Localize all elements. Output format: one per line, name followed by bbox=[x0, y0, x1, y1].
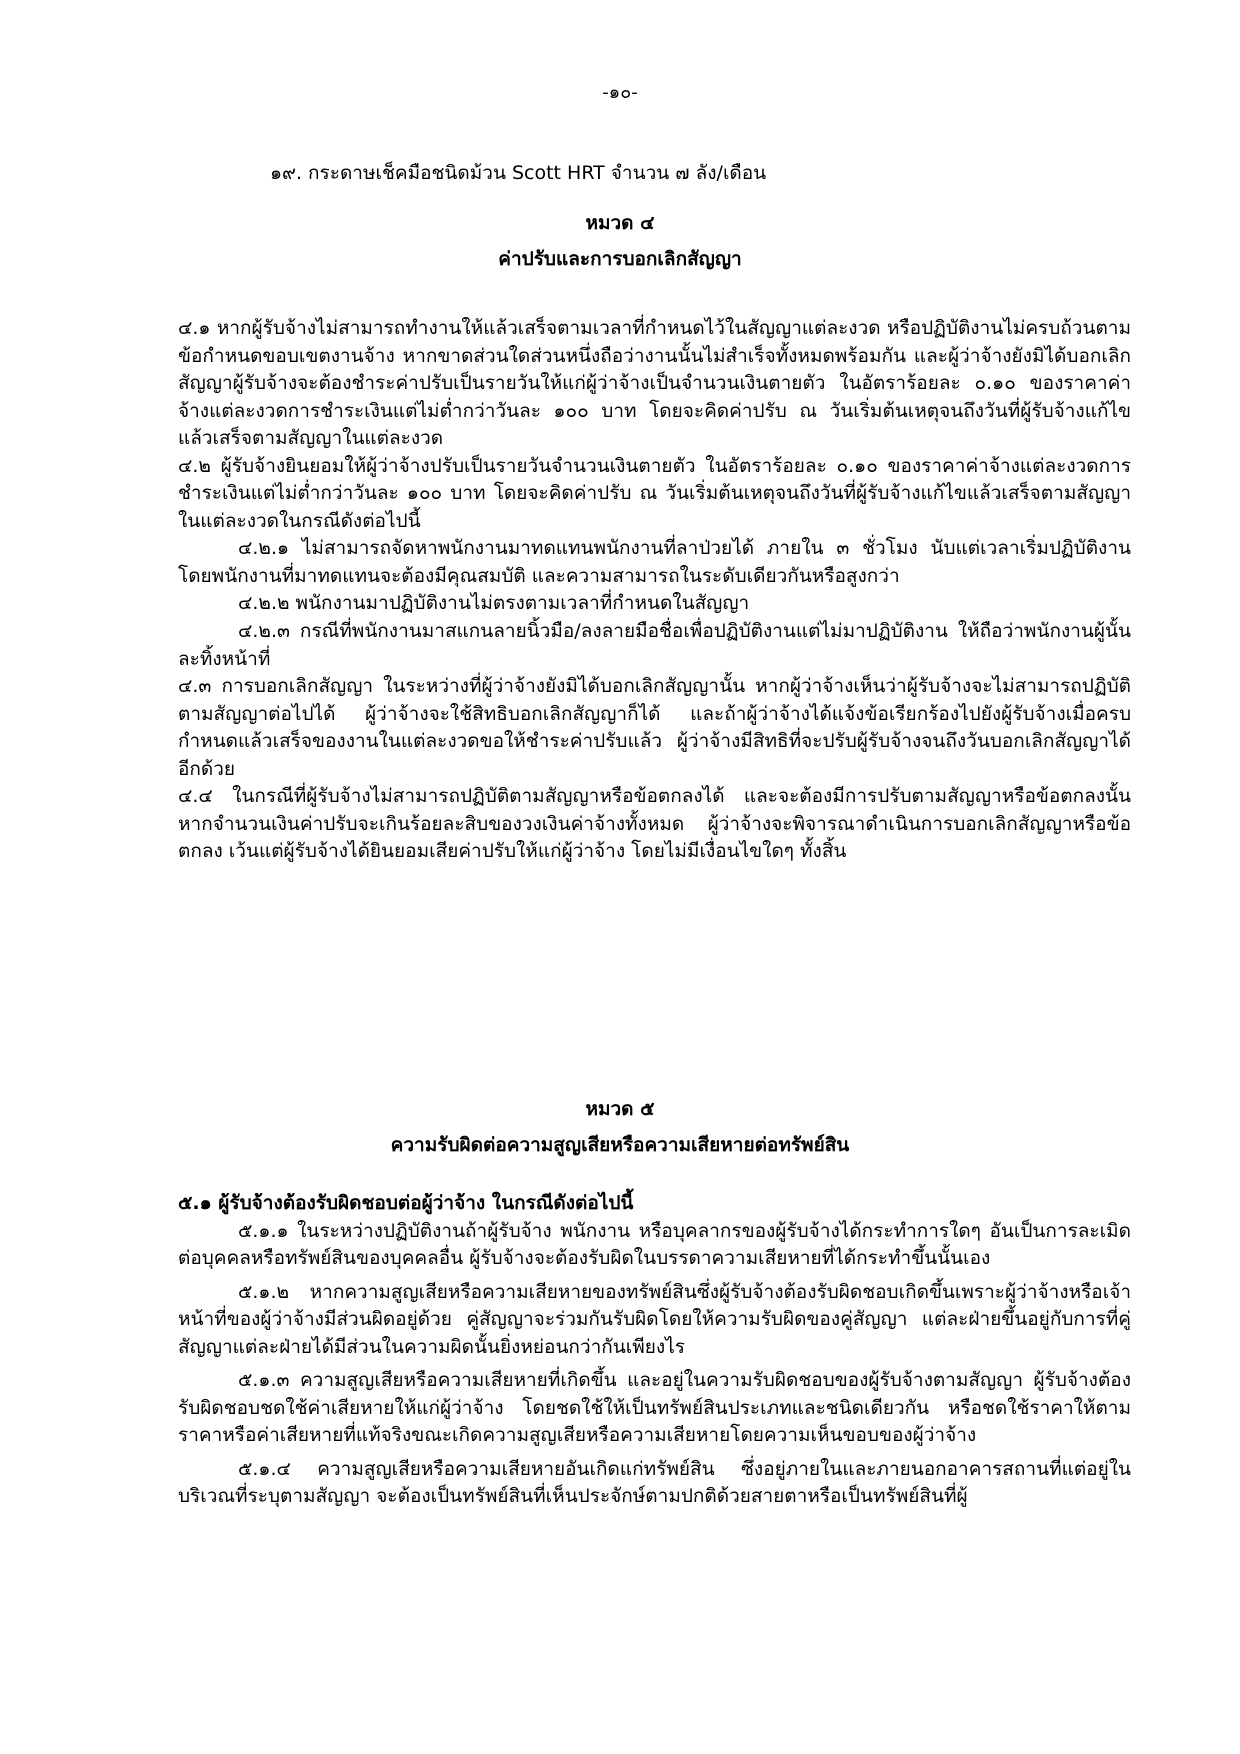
section4-title: หมวด ๔ bbox=[585, 212, 655, 234]
clause-4-3: ๔.๓ การบอกเลิกสัญญา ในระหว่างที่ผู้ว่าจ้างยังมิได้บอกเลิกสัญญานั้น หากผู้ว่าจ้างเห็นว่าผู้รับจ้างจะไม่สามารถปฏิบัติตามสัญญาต่อไปได้ ผู้ว่าจ้างจะใช้สิทธิบอกเลิกสัญญาก็ได้ และถ้าผู้ว่าจ้างได้แจ้งข้อเรียกร้องไปยังผู้รับจ้างเมื่อครบกำหนดแล้วเสร็จของงานในแต่ละงวดขอให้ชำระค่าปรับแล้ว ผู้ว่าจ้างมีสิทธิที่จะปรับผู้รับจ้างจนถึงวันบอกเลิกสัญญาได้อีกด้วย bbox=[178, 675, 1131, 780]
clause-5-1-1: ๕.๑.๑ ในระหว่างปฏิบัติงานถ้าผู้รับจ้าง พนักงาน หรือบุคลากรของผู้รับจ้างได้กระทำการใดๆ อันเป็นการละเมิดต่อบุคคลหรือทรัพย์สินของบุคคลอื่น ผู้รับจ้างจะต้องรับผิดในบรรดาความเสียหายที่ได้กระทำขึ้นนั้นเอง bbox=[178, 1219, 1131, 1270]
clause-5-1-4: ๕.๑.๔ ความสูญเสียหรือความเสียหายอันเกิดแก่ทรัพย์สิน ซึ่งอยู่ภายในและภายนอกอาคารสถานที่แต่อยู่ในบริเวณที่ระบุตามสัญญา จะต้องเป็นทรัพย์สินที่เห็นประจักษ์ตามปกติด้วยสายตาหรือเป็นทรัพย์สินที่ผู้ bbox=[178, 1457, 1131, 1508]
clause-5-1-3: ๕.๑.๓ ความสูญเสียหรือความเสียหายที่เกิดขึ้น และอยู่ในความรับผิดชอบของผู้รับจ้างตามสัญญา ผู้รับจ้างต้องรับผิดชอบชดใช้ค่าเสียหายให้แก่ผู้ว่าจ้าง โดยชดใช้ให้เป็นทรัพย์สินประเภทและชนิดเดียวกัน หรือชดใช้ราคาให้ตามราคาหรือค่าเสียหายที่แท้จริงขณะเกิดความสูญเสียหรือความเสียหายโดยความเห็นขอบของผู้ว่าจ้าง bbox=[178, 1369, 1131, 1447]
clause-4-2: ๔.๒ ผู้รับจ้างยินยอมให้ผู้ว่าจ้างปรับเป็นรายวันจำนวนเงินตายตัว ในอัตราร้อยละ ๐.๑๐ ของราคาค่าจ้างแต่ละงวดการชำระเงินแต่ไม่ต่ำกว่าวันละ ๑๐๐ บาท โดยจะคิดค่าปรับ ณ วันเริ่มต้นเหตุจนถึงวันที่ผู้รับจ้างแก้ไขแล้วเสร็จตามสัญญาในแต่ละงวดในกรณีดังต่อไปนี้ bbox=[178, 454, 1131, 532]
clause-4-1: ๔.๑ หากผู้รับจ้างไม่สามารถทำงานให้แล้วเสร็จตามเวลาที่กำหนดไว้ในสัญญาแต่ละงวด หรือปฏิบัติงานไม่ครบถ้วนตามข้อกำหนดขอบเขตงานจ้าง หากขาดส่วนใดส่วนหนึ่งถือว่างานนั้นไม่สำเร็จทั้งหมดพร้อมกัน และผู้ว่าจ้างยังมิได้บอกเลิกสัญญาผู้รับจ้างจะต้องชำระค่าปรับเป็นรายวันให้แก่ผู้ว่าจ้างเป็นจำนวนเงินตายตัว ในอัตราร้อยละ ๐.๑๐ ของราคาค่าจ้างแต่ละงวดการชำระเงินแต่ไม่ต่ำกว่าวันละ ๑๐๐ บาท โดยจะคิดค่าปรับ ณ วันเริ่มต้นเหตุจนถึงวันที่ผู้รับจ้างแก้ไขแล้วเสร็จตามสัญญาในแต่ละงวด bbox=[178, 317, 1131, 450]
section4-body bbox=[178, 315, 1131, 866]
section4-subtitle: ค่าปรับและการบอกเลิกสัญญา bbox=[498, 248, 742, 270]
item-19-text: ๑๙. กระดาษเช็คมือชนิดม้วน Scott HRT จำนวน ๗ ลัง/เดือน bbox=[270, 162, 767, 184]
clause-5-1: ๕.๑ ผู้รับจ้างต้องรับผิดชอบต่อผู้ว่าจ้าง ในกรณีดังต่อไปนี้ bbox=[178, 1192, 634, 1214]
page-number: -๑๐- bbox=[602, 82, 638, 103]
section5-title: หมวด ๕ bbox=[585, 1098, 655, 1120]
clause-4-2-2: ๔.๒.๒ พนักงานมาปฏิบัติงานไม่ตรงตามเวลาที่กำหนดในสัญญา bbox=[238, 592, 750, 615]
clause-5-1-2: ๕.๑.๒ หากความสูญเสียหรือความเสียหายของทรัพย์สินซึ่งผู้รับจ้างต้องรับผิดชอบเกิดขึ้นเพราะผู้ว่าจ้างหรือเจ้าหน้าที่ของผู้ว่าจ้างมีส่วนผิดอยู่ด้วย คู่สัญญาจะร่วมกันรับผิดโดยให้ความรับผิดของคู่สัญญา แต่ละฝ่ายขึ้นอยู่กับการที่คู่สัญญาแต่ละฝ่ายได้มีส่วนในความผิดนั้นยิ่งหย่อนกว่ากันเพียงไร bbox=[178, 1280, 1131, 1358]
clause-4-4: ๔.๔ ในกรณีที่ผู้รับจ้างไม่สามารถปฏิบัติตามสัญญาหรือข้อตกลงได้ และจะต้องมีการปรับตามสัญญาหรือข้อตกลงนั้น หากจำนวนเงินค่าปรับจะเกินร้อยละสิบของวงเงินค่าจ้างทั้งหมด ผู้ว่าจ้างจะพิจารณาดำเนินการบอกเลิกสัญญาหรือข้อตกลง เว้นแต่ผู้รับจ้างได้ยินยอมเสียค่าปรับให้แก่ผู้ว่าจ้าง โดยไม่มีเงื่อนไขใดๆ ทั้งสิ้น bbox=[178, 785, 1131, 863]
clause-4-2-3: ๔.๒.๓ กรณีที่พนักงานมาสแกนลายนิ้วมือ/ลงลายมือชื่อเพื่อปฏิบัติงานแต่ไม่มาปฏิบัติงาน ให้ถือว่าพนักงานผู้นั้นละทิ้งหน้าที่ bbox=[178, 620, 1131, 670]
section5-body bbox=[178, 1190, 1131, 1511]
section5-subtitle: ความรับผิดต่อความสูญเสียหรือความเสียหายต่อทรัพย์สิน bbox=[390, 1134, 850, 1156]
clause-4-2-1: ๔.๒.๑ ไม่สามารถจัดหาพนักงานมาทดแทนพนักงานที่ลาป่วยได้ ภายใน ๓ ชั่วโมง นับแต่เวลาเริ่มปฏิบัติงาน โดยพนักงานที่มาทดแทนจะต้องมีคุณสมบัติ และความสามารถในระดับเดียวกันหรือสูงกว่า bbox=[178, 537, 1131, 587]
